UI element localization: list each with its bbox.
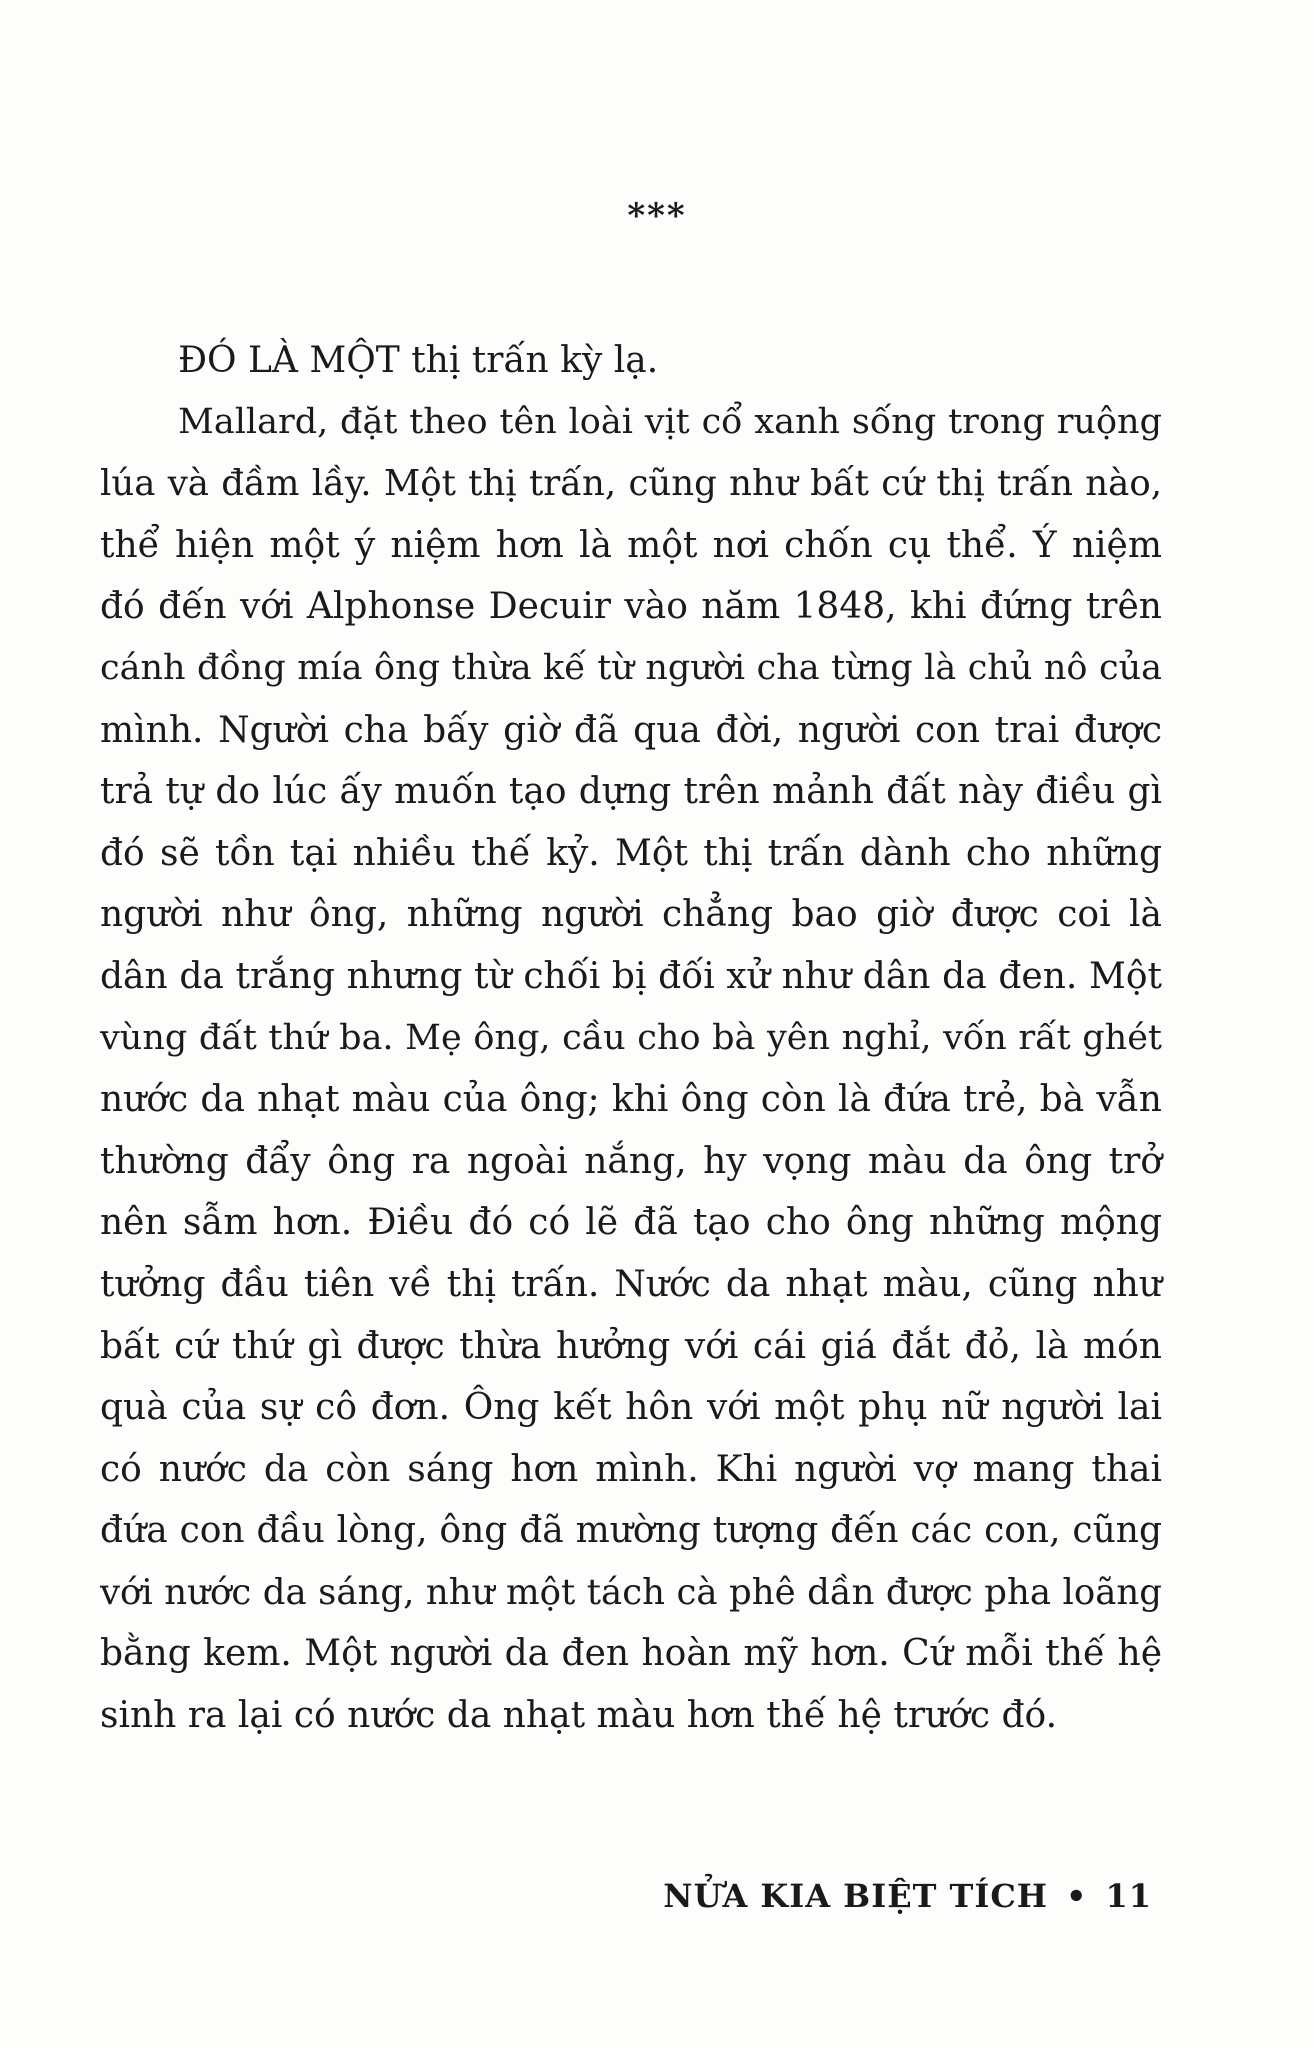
paragraph-line: có nước da còn sáng hơn mình. Khi người vợ mang thai [100,1448,1162,1490]
paragraph-line: đó sẽ tồn tại nhiều thế kỷ. Một thị trấn dành cho những [100,832,1162,874]
paragraph-line: dân da trắng nhưng từ chối bị đối xử như dân da đen. Một [100,955,1162,997]
paragraph-line: thể hiện một ý niệm hơn là một nơi chốn cụ thể. Ý niệm [100,524,1162,566]
paragraph-line: người như ông, những người chẳng bao giờ được coi là [100,894,1162,936]
paragraph-line: sinh ra lại có nước da nhạt màu hơn thế hệ trước đó. [100,1695,1058,1737]
footer-separator: • [1066,1877,1088,1915]
body-text [100,330,1162,1747]
paragraph-line: bằng kem. Một người da đen hoàn mỹ hơn. Cứ mỗi thế hệ [100,1633,1162,1675]
paragraph-line: quà của sự cô đơn. Ông kết hôn với một phụ nữ người lai [100,1387,1162,1429]
paragraph-line: vùng đất thứ ba. Mẹ ông, cầu cho bà yên nghỉ, vốn rất ghét [100,1017,1162,1058]
opening-smallcaps: ĐÓ LÀ MỘT [178,340,400,381]
paragraph-line: bất cứ thứ gì được thừa hưởng với cái giá đắt đỏ, là món [100,1325,1162,1367]
paragraph-line: đó đến với Alphonse Decuir vào năm 1848, khi đứng trên [100,586,1162,628]
section-break-ornament: *** [627,196,687,236]
paragraph-line: mình. Người cha bấy giờ đã qua đời, người con trai được [100,709,1162,751]
paragraph-line: tưởng đầu tiên về thị trấn. Nước da nhạt màu, cũng như [100,1263,1162,1305]
running-title: NỬA KIA BIỆT TÍCH [663,1877,1049,1915]
opening-rest: thị trấn kỳ lạ. [399,340,659,381]
running-footer [663,1876,1152,1916]
paragraph-line: đứa con đầu lòng, ông đã mường tượng đến các con, cũng [100,1510,1162,1552]
paragraph-line: nên sẫm hơn. Điều đó có lẽ đã tạo cho ông những mộng [100,1202,1162,1244]
paragraph-line: trả tự do lúc ấy muốn tạo dựng trên mảnh đất này điều gì [100,771,1162,813]
paragraph-line: nước da nhạt màu của ông; khi ông còn là đứa trẻ, bà vẫn [100,1079,1162,1121]
paragraph-line: với nước da sáng, như một tách cà phê dần được pha loãng [100,1571,1162,1613]
opening-sentence [100,330,1162,392]
page-number: 11 [1105,1877,1152,1915]
paragraph-line: cánh đồng mía ông thừa kế từ người cha từng là chủ nô của [100,647,1162,688]
main-paragraph [100,392,1162,1747]
paragraph-line: lúa và đầm lầy. Một thị trấn, cũng như bất cứ thị trấn nào, [100,463,1162,505]
paragraph-line: Mallard, đặt theo tên loài vịt cổ xanh sống trong ruộng [178,401,1162,442]
paragraph-line: thường đẩy ông ra ngoài nắng, hy vọng màu da ông trở [100,1140,1162,1182]
opening-line [100,330,1162,392]
